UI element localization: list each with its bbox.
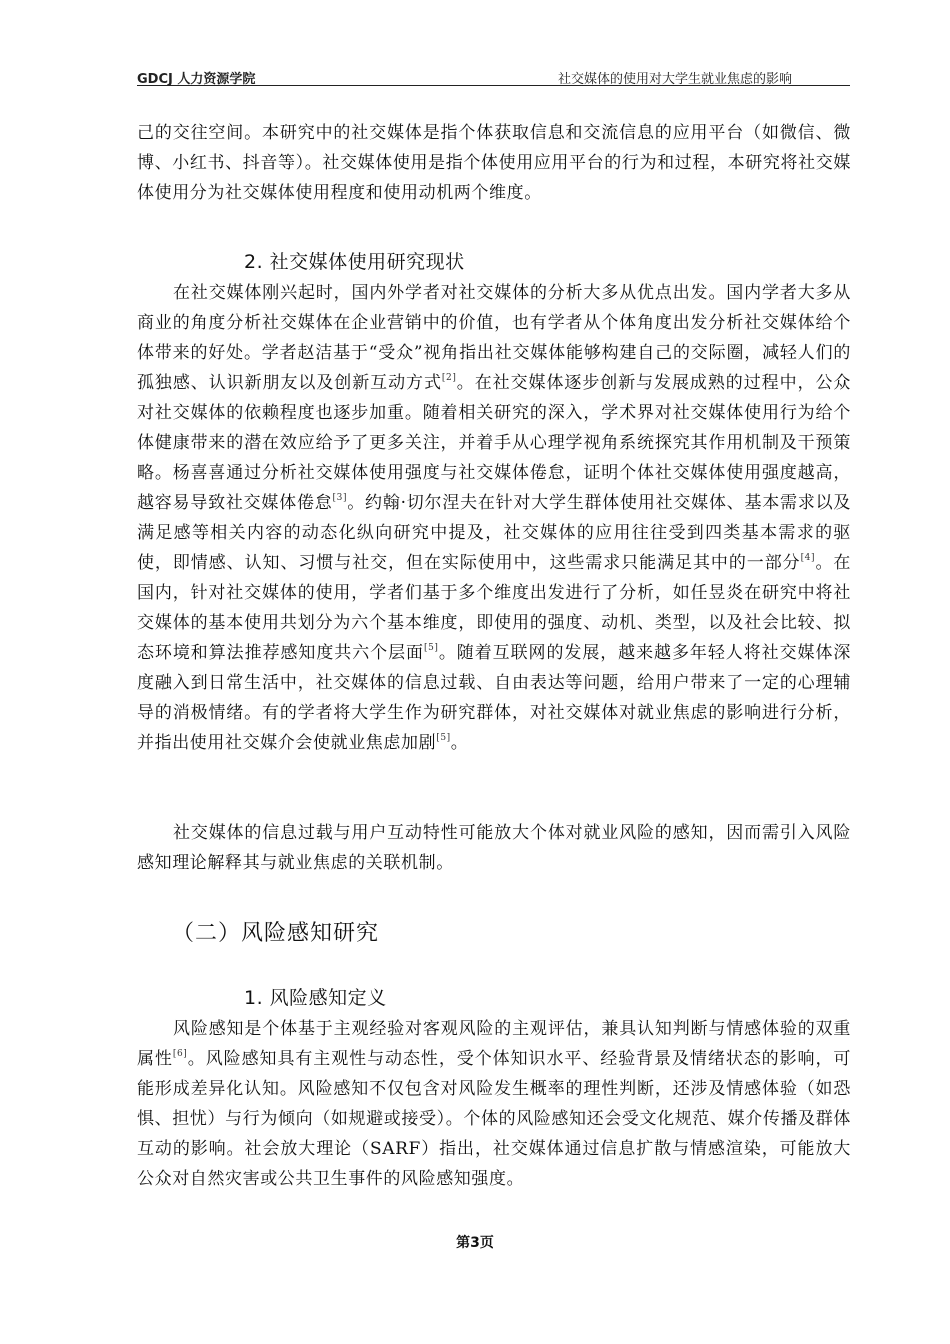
paragraph-social-media-research xyxy=(137,278,851,758)
page-number: 第3页 xyxy=(456,1235,494,1251)
text-segment: 。在社交媒体逐步创新与发展成熟的过程中，公众对社交媒体的依赖程度也逐步加重。随着相关研究的深入，学术界对社交媒体使用行为给个体健康带来的潜在效应给予了更多关注，并着手从心理学视角系统探究其作用机制及干预策略。杨喜喜通过分析社交媒体使用强度与社交媒体倦怠，证明个体社交媒体使用强度越高，越容易导致社交媒体倦怠 xyxy=(137,373,852,513)
citation-5: [5] xyxy=(423,643,439,653)
paragraph-intro-text: 己的交往空间。本研究中的社交媒体是指个体获取信息和交流信息的应用平台（如微信、微博、小红书、抖音等）。社交媒体使用是指个体使用应用平台的行为和过程，本研究将社交媒体使用分为社交媒体使用程度和使用动机两个维度。 xyxy=(137,123,851,203)
section-heading-risk-perception: （二）风险感知研究 xyxy=(172,921,380,946)
text-segment: 风险感知是个体基于主观经验对客观风险的主观评估，兼具认知判断与情感体验的双重属性 xyxy=(137,1019,851,1069)
text-segment: 。在国内，针对社交媒体的使用，学者们基于多个维度出发进行了分析，如任昱炎在研究中将社交媒体的基本使用共划分为六个基本维度，即使用的强度、动机、类型，以及社会比较、拟态环境和算法推荐感知度共六个层面 xyxy=(137,553,851,663)
citation-4: [4] xyxy=(800,553,816,563)
citation-5b: [5] xyxy=(436,733,451,743)
text-segment: 。随着互联网的发展，越来越多年轻人将社交媒体深度融入到日常生活中，社交媒体的信息过载、自由表达等问题，给用户带来了一定的心理辅导的消极情绪。有的学者将大学生作为研究群体，对社交媒体对就业焦虑的影响进行分析，并指出使用社交媒介会使就业焦虑加剧 xyxy=(137,643,851,753)
citation-6: [6] xyxy=(172,1049,188,1059)
section-heading-social-media-status: 2. 社交媒体使用研究现状 xyxy=(244,251,465,273)
citation-3: [3] xyxy=(332,493,348,503)
paragraph-transition xyxy=(137,818,851,878)
header-institution: GDCJ 人力资源学院 xyxy=(137,72,256,87)
text-segment: 。风险感知具有主观性与动态性，受个体知识水平、经验背景及情绪状态的影响，可能形成差异化认知。风险感知不仅包含对风险发生概率的理性判断，还涉及情感体验（如恐惧、担忧）与行为倾向（如规避或接受）。个体的风险感知还会受文化规范、媒介传播及群体互动的影响。社会放大理论（SARF）指出，社交媒体通过信息扩散与情感渲染，可能放大公众对自然灾害或公共卫生事件的风险感知强度。 xyxy=(137,1049,851,1189)
text-segment: 。约翰·切尔涅夫在针对大学生群体使用社交媒体、基本需求以及满足感等相关内容的动态化纵向研究中提及，社交媒体的应用往往受到四类基本需求的驱使，即情感、认知、习惯与社交，但在实际使用中，这些需求只能满足其中的一部分 xyxy=(137,493,851,573)
section-heading-risk-definition: 1. 风险感知定义 xyxy=(244,987,387,1009)
text-segment: 在社交媒体刚兴起时，国内外学者对社交媒体的分析大多从优点出发。国内学者大多从商业的角度分析社交媒体在企业营销中的价值，也有学者从个体角度出发分析社交媒体给个体带来的好处。学者赵洁基于“受众”视角指出社交媒体能够构建自己的交际圈，减轻人们的孤独感、认识新朋友以及创新互动方式 xyxy=(137,283,851,393)
header-paper-title: 社交媒体的使用对大学生就业焦虑的影响 xyxy=(557,72,792,87)
header-divider xyxy=(137,85,850,86)
text-segment: 。 xyxy=(450,733,469,753)
page-header xyxy=(137,68,850,86)
paragraph-risk-definition xyxy=(137,1014,851,1194)
citation-2: [2] xyxy=(441,373,457,383)
paragraph-intro xyxy=(137,118,851,208)
paragraph-transition-text: 社交媒体的信息过载与用户互动特性可能放大个体对就业风险的感知，因而需引入风险感知理论解释其与就业焦虑的关联机制。 xyxy=(137,823,851,873)
